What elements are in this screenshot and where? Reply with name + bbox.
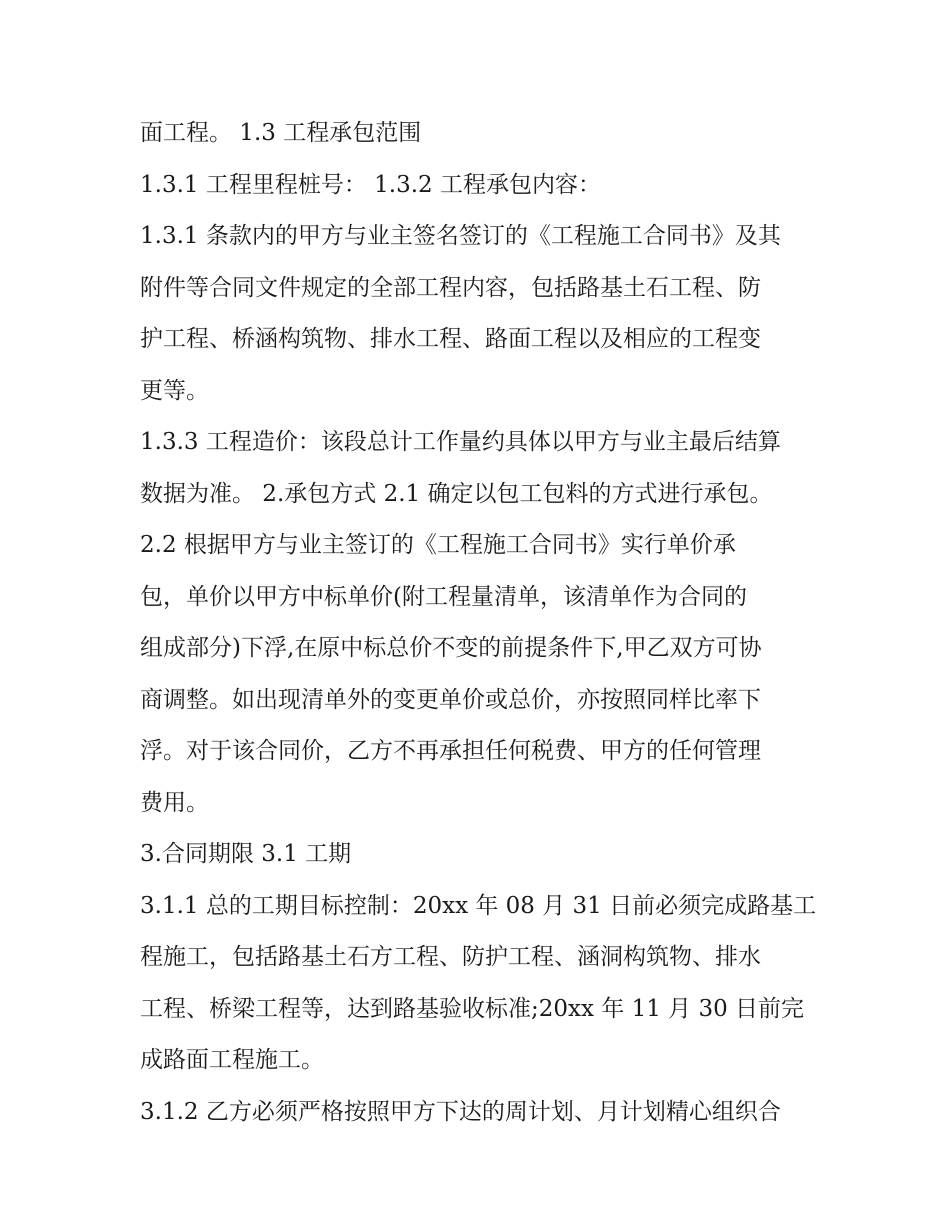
text-line: 3.合同期限 3.1 工期	[140, 841, 352, 867]
text-line: 程施工，包括路基土石方工程、防护工程、涵洞构筑物、排水	[140, 944, 761, 970]
text-line: 3.1.1 总的工期目标控制：20xx 年 08 月 31 日前必须完成路基工	[140, 892, 817, 919]
text-line: 护工程、桥涵构筑物、排水工程、路面工程以及相应的工程变	[140, 326, 761, 352]
text-line: 浮。对于该合同价，乙方不再承担任何税费、甲方的任何管理	[140, 738, 761, 764]
text-line: 1.3.3 工程造价：该段总计工作量约具体以甲方与业主最后结算	[140, 429, 781, 455]
text-line: 组成部分)下浮,在原中标总价不变的前提条件下,甲乙双方可协	[140, 635, 762, 661]
text-line: 费用。	[140, 789, 209, 816]
text-line: 数据为准。 2.承包方式 2.1 确定以包工包料的方式进行承包。	[140, 480, 773, 507]
text-line: 面工程。 1.3 工程承包范围	[140, 120, 422, 146]
text-line: 工程、桥梁工程等，达到路基验收标准;20xx 年 11 月 30 日前完	[140, 995, 805, 1022]
contract-text-body	[140, 108, 820, 1138]
text-line: 商调整。如出现清单外的变更单价或总价，亦按照同样比率下	[140, 686, 761, 713]
text-line: 更等。	[140, 377, 209, 404]
text-line: 附件等合同文件规定的全部工程内容，包括路基土石工程、防	[140, 274, 761, 301]
text-line: 1.3.1 条款内的甲方与业主签名签订的《工程施工合同书》及其	[140, 223, 781, 249]
text-line: 包，单价以甲方中标单价(附工程量清单，该清单作为合同的	[140, 583, 747, 610]
text-line: 成路面工程施工。	[140, 1047, 324, 1073]
text-line: 3.1.2 乙方必须严格按照甲方下达的周计划、月计划精心组织合	[140, 1098, 781, 1125]
text-line: 2.2 根据甲方与业主签订的《工程施工合同书》实行单价承	[140, 532, 736, 558]
text-line: 1.3.1 工程里程桩号： 1.3.2 工程承包内容：	[140, 171, 601, 198]
